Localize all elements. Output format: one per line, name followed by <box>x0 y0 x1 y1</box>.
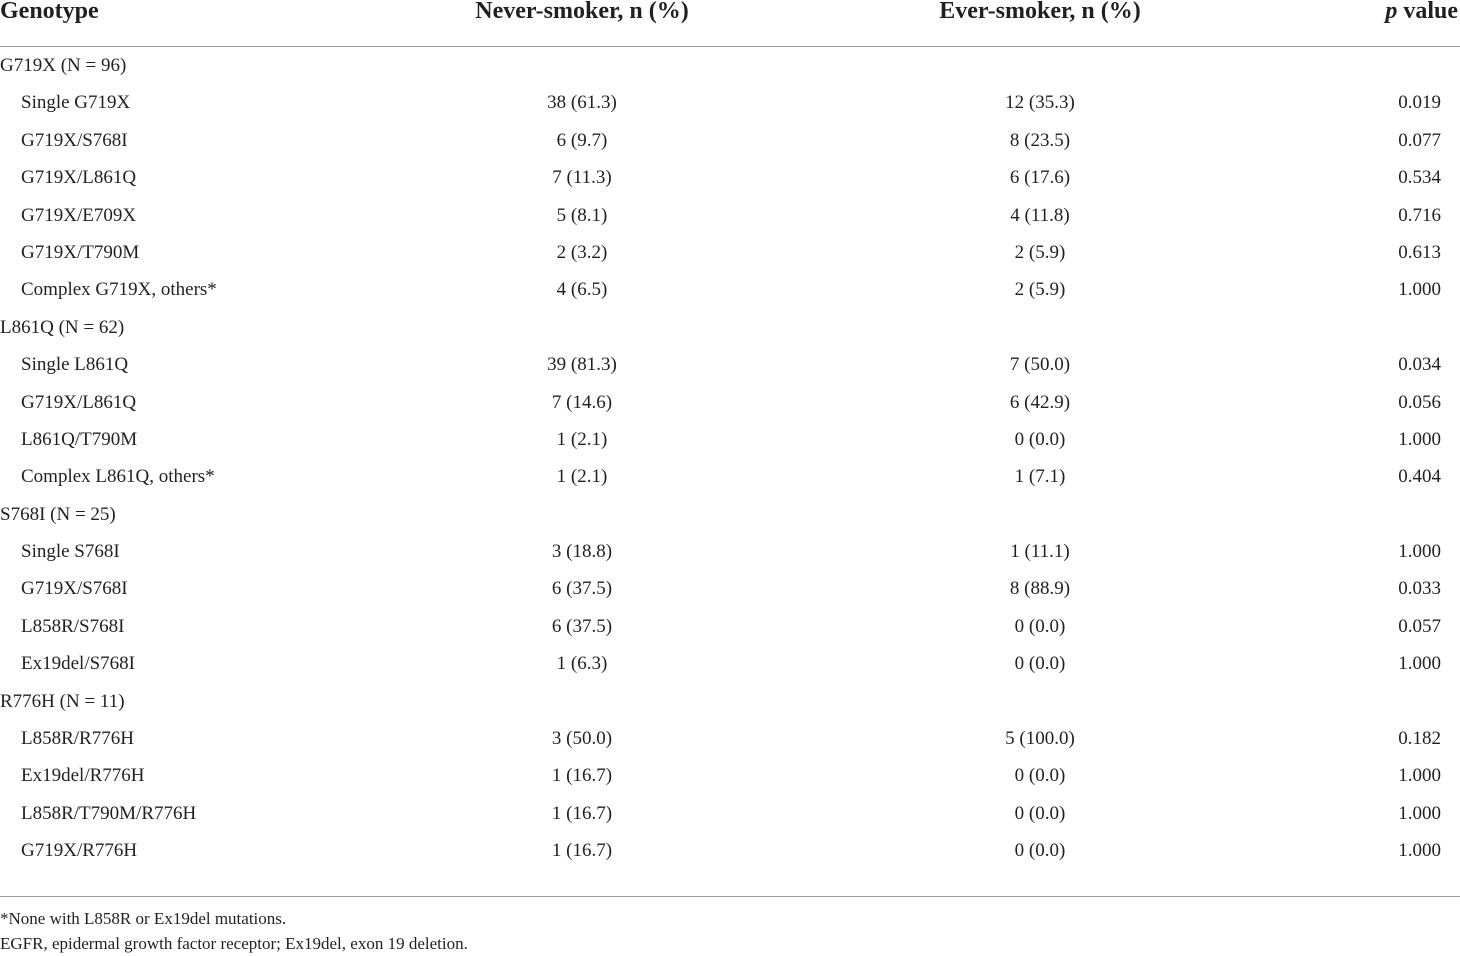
cell-ever-smoker: 2 (5.9) <box>1014 241 1066 263</box>
cell-never-smoker: 39 (81.3) <box>547 354 617 376</box>
table-header-row <box>0 0 1460 47</box>
table-row <box>0 645 1460 682</box>
cell-never-smoker: 1 (16.7) <box>551 840 613 862</box>
cell-p-value: 1.000 <box>1398 541 1441 563</box>
header-p-rest: value <box>1397 0 1458 24</box>
footnote-abbreviations: EGFR, epidermal growth factor receptor; Ex19del, exon 19 deletion. <box>0 934 468 953</box>
table-row <box>0 197 1460 234</box>
cell-ever-smoker: 6 (42.9) <box>1009 391 1071 413</box>
cell-ever-smoker: 0 (0.0) <box>1014 428 1066 450</box>
cell-never-smoker: 5 (8.1) <box>556 204 608 226</box>
table-body <box>0 47 1460 870</box>
cell-p-value: 1.000 <box>1398 279 1441 301</box>
cell-p-value: 0.057 <box>1398 615 1441 637</box>
table-row <box>0 84 1460 121</box>
cell-ever-smoker: 0 (0.0) <box>1014 840 1066 862</box>
cell-genotype: R776H (N = 11) <box>0 690 125 712</box>
cell-genotype: G719X/E709X <box>21 204 137 226</box>
cell-genotype: L858R/T790M/R776H <box>21 802 197 824</box>
table-row <box>0 271 1460 308</box>
cell-genotype: G719X/S768I <box>21 578 128 600</box>
header-never-smoker: Never-smoker, n (%) <box>475 0 689 24</box>
cell-p-value: 0.056 <box>1398 391 1441 413</box>
table-row <box>0 234 1460 271</box>
cell-genotype: G719X/L861Q <box>21 167 137 189</box>
table-row <box>0 720 1460 757</box>
footnote-asterisk: *None with L858R or Ex19del mutations. <box>0 909 287 928</box>
cell-p-value: 0.034 <box>1398 354 1441 376</box>
header-p-value <box>1385 0 1458 26</box>
cell-never-smoker: 1 (16.7) <box>551 765 613 787</box>
cell-p-value: 1.000 <box>1398 840 1441 862</box>
cell-never-smoker: 1 (2.1) <box>556 428 608 450</box>
cell-genotype: G719X (N = 96) <box>0 55 127 76</box>
cell-never-smoker: 7 (14.6) <box>551 391 613 413</box>
cell-never-smoker: 1 (16.7) <box>551 802 613 824</box>
cell-never-smoker: 1 (6.3) <box>556 653 608 675</box>
cell-genotype: L861Q/T790M <box>21 428 138 450</box>
table-row <box>0 795 1460 832</box>
cell-ever-smoker: 5 (100.0) <box>1005 728 1075 750</box>
cell-genotype: S768I (N = 25) <box>0 503 116 525</box>
table-row <box>0 832 1460 869</box>
cell-ever-smoker: 2 (5.9) <box>1014 279 1066 301</box>
header-ever-smoker: Ever-smoker, n (%) <box>939 0 1141 24</box>
group-header-row <box>0 683 1460 720</box>
table-row <box>0 757 1460 794</box>
header-genotype: Genotype <box>0 0 99 24</box>
cell-p-value: 0.534 <box>1398 167 1441 189</box>
cell-genotype: G719X/T790M <box>21 241 140 263</box>
cell-genotype: L858R/S768I <box>21 615 125 637</box>
cell-genotype: G719X/L861Q <box>21 391 137 413</box>
table-row <box>0 608 1460 645</box>
cell-never-smoker: 3 (18.8) <box>551 541 613 563</box>
cell-ever-smoker: 1 (11.1) <box>1010 541 1070 563</box>
header-p-italic: p <box>1385 0 1398 24</box>
cell-p-value: 0.613 <box>1398 241 1441 263</box>
cell-genotype: Single S768I <box>21 541 120 563</box>
cell-ever-smoker: 7 (50.0) <box>1009 354 1071 376</box>
cell-p-value: 0.716 <box>1398 204 1441 226</box>
cell-genotype: Single G719X <box>21 92 131 114</box>
group-header-row <box>0 496 1460 533</box>
cell-never-smoker: 3 (50.0) <box>551 728 613 750</box>
cell-genotype: Ex19del/R776H <box>21 765 145 787</box>
cell-ever-smoker: 1 (7.1) <box>1014 466 1066 488</box>
cell-ever-smoker: 0 (0.0) <box>1014 765 1066 787</box>
group-header-row <box>0 309 1460 346</box>
table-bottom-rule <box>0 896 1460 897</box>
cell-p-value: 0.182 <box>1398 728 1441 750</box>
table-row <box>0 346 1460 383</box>
cell-ever-smoker: 0 (0.0) <box>1014 802 1066 824</box>
cell-genotype: Ex19del/S768I <box>21 653 135 675</box>
cell-ever-smoker: 0 (0.0) <box>1014 615 1066 637</box>
table-row <box>0 570 1460 607</box>
cell-ever-smoker: 8 (23.5) <box>1009 129 1071 151</box>
cell-p-value: 1.000 <box>1398 653 1441 675</box>
cell-p-value: 0.077 <box>1398 129 1441 151</box>
table-row <box>0 122 1460 159</box>
cell-ever-smoker: 6 (17.6) <box>1009 167 1071 189</box>
cell-never-smoker: 6 (37.5) <box>551 578 613 600</box>
cell-genotype: L861Q (N = 62) <box>0 316 125 338</box>
cell-ever-smoker: 12 (35.3) <box>1005 92 1075 114</box>
cell-genotype: G719X/R776H <box>21 840 138 862</box>
cell-p-value: 0.019 <box>1398 92 1441 114</box>
cell-genotype: Complex L861Q, others* <box>21 466 215 488</box>
group-header-row <box>0 47 1460 84</box>
cell-genotype: Complex G719X, others* <box>21 279 217 301</box>
cell-ever-smoker: 4 (11.8) <box>1010 204 1070 226</box>
cell-never-smoker: 1 (2.1) <box>556 466 608 488</box>
cell-never-smoker: 4 (6.5) <box>556 279 608 301</box>
cell-p-value: 1.000 <box>1398 428 1441 450</box>
cell-genotype: G719X/S768I <box>21 129 128 151</box>
cell-genotype: Single L861Q <box>21 354 129 376</box>
cell-ever-smoker: 0 (0.0) <box>1014 653 1066 675</box>
cell-never-smoker: 38 (61.3) <box>547 92 617 114</box>
cell-genotype: L858R/R776H <box>21 728 134 750</box>
cell-never-smoker: 2 (3.2) <box>556 241 608 263</box>
cell-ever-smoker: 8 (88.9) <box>1009 578 1071 600</box>
table-row <box>0 533 1460 570</box>
cell-never-smoker: 6 (9.7) <box>556 129 608 151</box>
table-footnotes <box>0 906 468 956</box>
table-row <box>0 421 1460 458</box>
cell-p-value: 1.000 <box>1398 765 1441 787</box>
cell-never-smoker: 6 (37.5) <box>551 615 613 637</box>
cell-p-value: 0.033 <box>1398 578 1441 600</box>
cell-p-value: 1.000 <box>1398 802 1441 824</box>
table-row <box>0 159 1460 196</box>
cell-p-value: 0.404 <box>1398 466 1441 488</box>
table-row <box>0 384 1460 421</box>
table-row <box>0 458 1460 495</box>
cell-never-smoker: 7 (11.3) <box>552 167 612 189</box>
